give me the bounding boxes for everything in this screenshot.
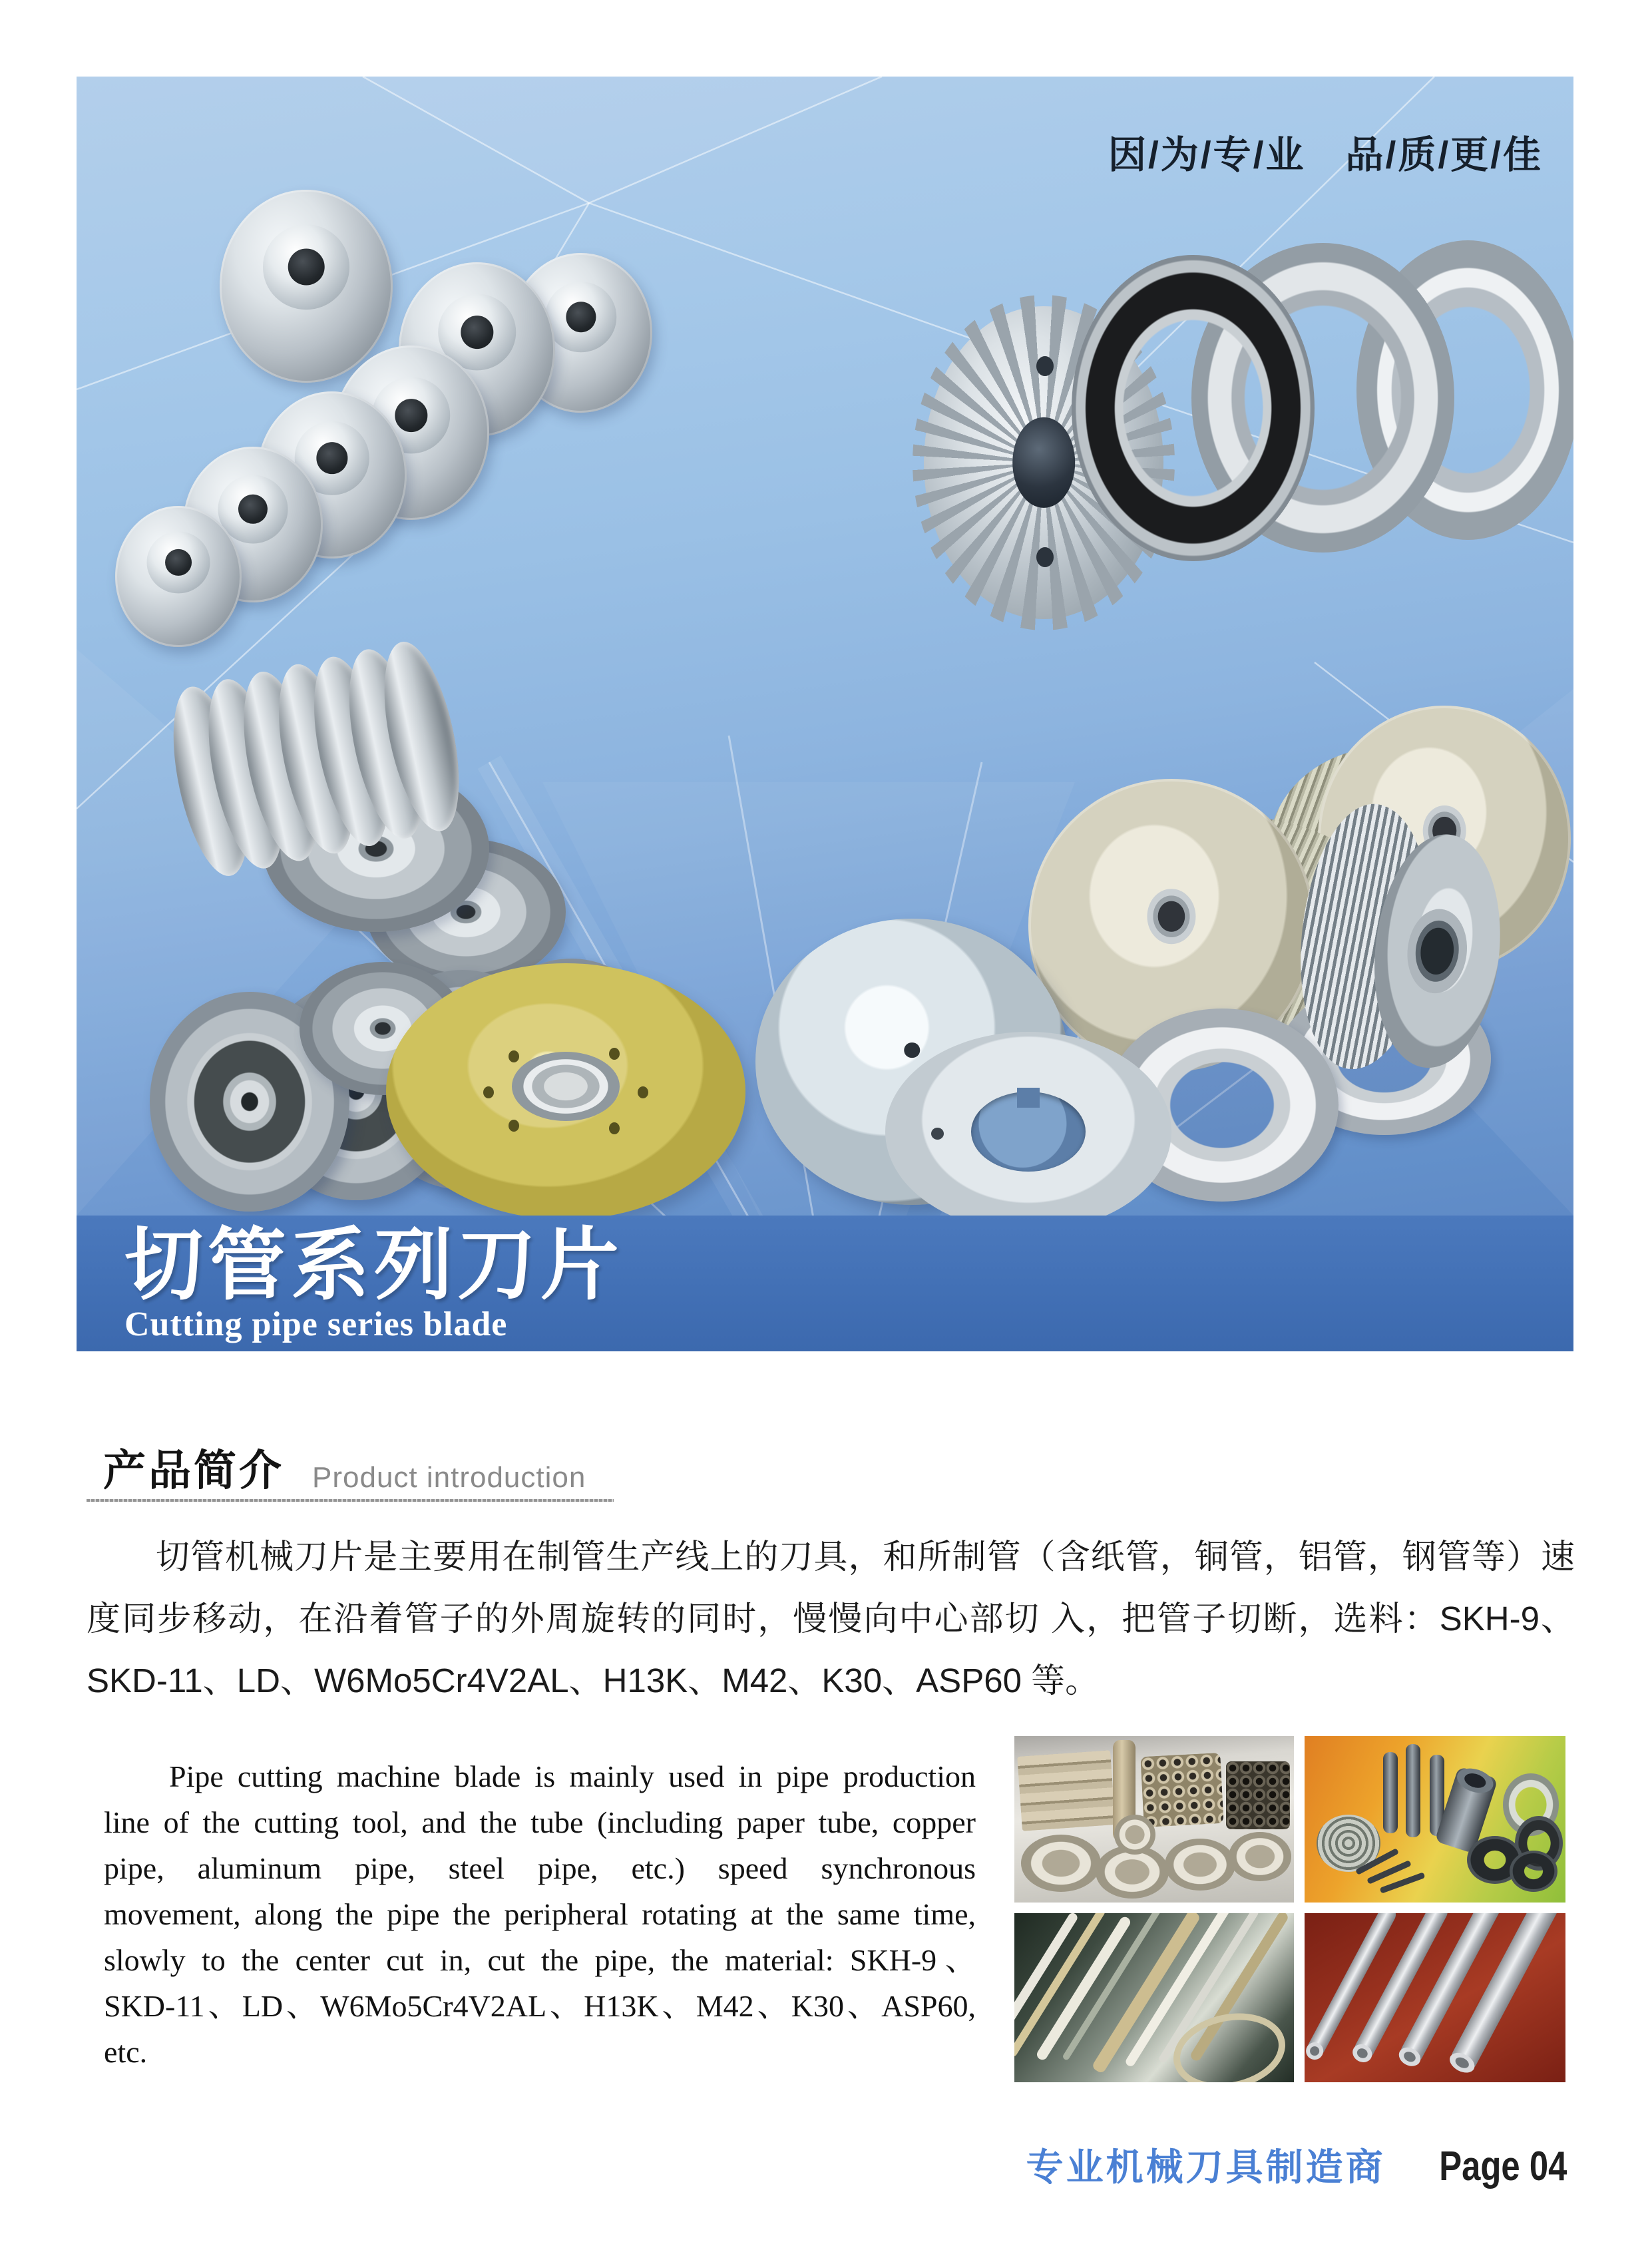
cn-line: SKD-11、LD、W6Mo5Cr4V2AL、H13K、M42、K30、ASP60 等。 [87, 1662, 1100, 1699]
heading-rule [87, 1499, 614, 1502]
cn-line: 度同步移动，在沿着管子的外周旋转的同时，慢慢向中心部切 入，把管子切断，选料：SKH-9、 [87, 1600, 1575, 1638]
spool-blade [220, 190, 393, 383]
roller-center-hole [1403, 906, 1471, 996]
intro-paragraph-cn [87, 1526, 1575, 1711]
en-line: pipe, aluminum pipe, steel pipe, etc.) speed synchronous [104, 1851, 976, 1885]
banner-subtitle: Cutting pipe series blade [124, 1305, 508, 1343]
footer-company-tagline: 专业机械刀具制造商 [1026, 2146, 1386, 2188]
yellow-circular-blade [386, 963, 745, 1216]
intro-paragraph-en [104, 1753, 976, 2075]
cn-line: 切管机械刀片是主要用在制管生产线上的刀具，和所制管（含纸管，铜管，铝管，钢管等）速 [156, 1538, 1575, 1576]
footer-page-number: Page 04 [1438, 2143, 1567, 2189]
steel-pipe [1406, 1744, 1420, 1837]
paper-ring [1165, 1839, 1235, 1891]
page-footer [1026, 2138, 1567, 2191]
product-photo-grid [1014, 1736, 1565, 2082]
section-banner [77, 1216, 1573, 1351]
dark-tube-bundle [1226, 1761, 1290, 1829]
grooved-roller-blade-pack [1287, 792, 1515, 1098]
paper-ring [1021, 1835, 1101, 1892]
bolt-hole [509, 1050, 519, 1062]
paper-ring [1229, 1832, 1291, 1881]
yellow-blade-hub [512, 1052, 620, 1121]
spool-blade [115, 506, 242, 647]
dark-donut [1510, 1851, 1557, 1892]
bolt-hole [609, 1048, 620, 1060]
gear-pin-hole [1036, 547, 1054, 567]
hero-photo-collage [77, 77, 1573, 1216]
en-line: line of the cutting tool, and the tube (including paper tube, copper [104, 1805, 976, 1839]
banner-title: 切管系列刀片 [124, 1222, 624, 1309]
en-line: movement, along the pipe the peripheral rotating at the same time, [104, 1897, 976, 1931]
paper-tube-stack [1017, 1750, 1115, 1831]
grid-photo-long-tubes [1014, 1913, 1294, 2082]
bolt-hole [638, 1086, 648, 1098]
gear-pin-hole [1036, 356, 1054, 376]
hero-slogan: 因/为/专/业 品/质/更/佳 [1108, 134, 1543, 176]
en-line: slowly to the center cut in, cut the pipe, the material: SKH-9、 [104, 1943, 976, 1977]
intro-heading-cn: 产品简介 [103, 1447, 284, 1494]
steel-pipe [1383, 1752, 1398, 1833]
aluminum-pipe [1305, 1913, 1398, 2059]
bolt-hole [483, 1086, 494, 1098]
en-line: etc. [104, 2035, 148, 2069]
ring-blade-black-coated [1072, 255, 1315, 561]
paper-ring [1114, 1815, 1155, 1855]
pin-hole [931, 1128, 944, 1140]
bolt-hole [509, 1120, 519, 1132]
en-line: SKD-11、LD、W6Mo5Cr4V2AL、H13K、M42、K30、ASP60, [104, 1989, 976, 2023]
en-line: Pipe cutting machine blade is mainly used in pipe production [169, 1759, 976, 1793]
stack-center-hole [1147, 889, 1195, 945]
gear-center-hole [1012, 417, 1075, 508]
intro-heading-en: Product introduction [312, 1461, 586, 1494]
grid-photo-paper-tubes [1014, 1736, 1294, 1903]
grid-photo-aluminum-pipes [1305, 1913, 1565, 2082]
grid-photo-steel-pipes [1305, 1736, 1565, 1903]
tube-bundle [1140, 1753, 1223, 1827]
bolt-hole [609, 1122, 620, 1134]
keyway-notch [1017, 1088, 1040, 1108]
intro-heading [103, 1437, 586, 1498]
